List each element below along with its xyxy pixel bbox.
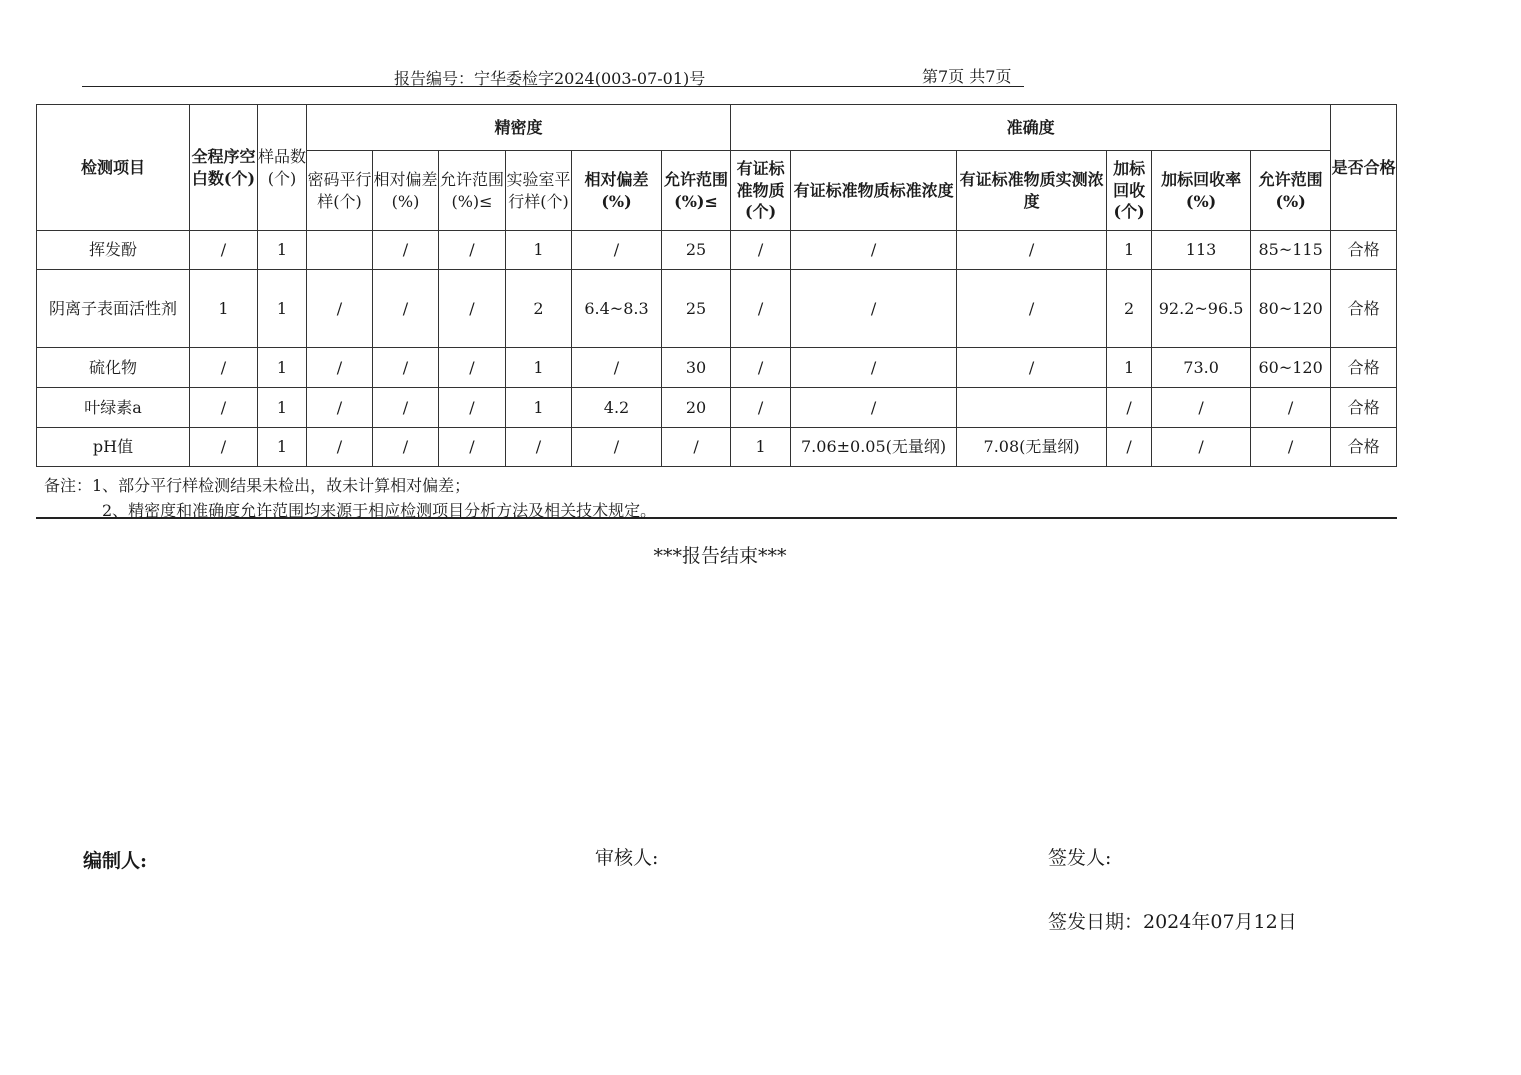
header-sample-count: 样品数(个) xyxy=(258,105,307,231)
table-cell: 合格 xyxy=(1331,231,1397,270)
table-cell: / xyxy=(307,270,373,348)
table-cell: / xyxy=(662,428,731,467)
table-cell: 20 xyxy=(662,388,731,428)
table-cell: / xyxy=(373,348,439,388)
table-cell: / xyxy=(190,348,258,388)
table-cell: / xyxy=(1107,428,1152,467)
header-precision-group: 精密度 xyxy=(307,105,731,151)
header-allowed-range-lab: 允许范围(%)≤ xyxy=(662,151,731,231)
reviewer-label: 审核人: xyxy=(595,847,659,869)
table-cell: 6.4~8.3 xyxy=(572,270,662,348)
table-row xyxy=(37,231,1397,270)
report-number: 报告编号：宁华委检字2024(003-07-01)号 xyxy=(394,69,706,88)
table-cell: 7.06±0.05(无量纲) xyxy=(791,428,957,467)
header-pass: 是否合格 xyxy=(1331,105,1397,231)
header-spike-allowed-range: 允许范围(%) xyxy=(1251,151,1331,231)
table-cell: 113 xyxy=(1152,231,1251,270)
table-cell: / xyxy=(1107,388,1152,428)
table-cell: / xyxy=(439,428,506,467)
row-item-name: 叶绿素a xyxy=(37,388,190,428)
table-body xyxy=(37,231,1397,467)
row-item-name: pH值 xyxy=(37,428,190,467)
table-cell: 60~120 xyxy=(1251,348,1331,388)
issue-date: 签发日期：2024年07月12日 xyxy=(1048,911,1297,933)
header-accuracy-group: 准确度 xyxy=(731,105,1331,151)
table-cell: / xyxy=(307,428,373,467)
header-blank-count: 全程序空白数(个) xyxy=(190,105,258,231)
remark-line-1: 备注：1、部分平行样检测结果未检出，故未计算相对偏差； xyxy=(44,476,471,495)
table-cell: 合格 xyxy=(1331,348,1397,388)
table-cell: / xyxy=(1152,388,1251,428)
table-row xyxy=(37,270,1397,348)
table-cell: 2 xyxy=(506,270,572,348)
table-cell: 合格 xyxy=(1331,428,1397,467)
table-cell: 7.08(无量纲) xyxy=(957,428,1107,467)
header-lab-duplicate: 实验室平行样(个) xyxy=(506,151,572,231)
header-spike-recovery: 加标回收率(%) xyxy=(1152,151,1251,231)
table-cell: 73.0 xyxy=(1152,348,1251,388)
table-cell: / xyxy=(1251,388,1331,428)
table-cell: / xyxy=(373,428,439,467)
table-cell: / xyxy=(791,231,957,270)
table-cell: 1 xyxy=(1107,348,1152,388)
table-cell: 1 xyxy=(258,388,307,428)
table-row xyxy=(37,388,1397,428)
row-item-name: 阴离子表面活性剂 xyxy=(37,270,190,348)
table-cell: 25 xyxy=(662,270,731,348)
table-cell: / xyxy=(1251,428,1331,467)
report-end-mark: ***报告结束*** xyxy=(653,545,787,567)
table-cell: 1 xyxy=(506,348,572,388)
table-cell: / xyxy=(190,231,258,270)
table-cell: / xyxy=(957,270,1107,348)
table-cell: 1 xyxy=(506,388,572,428)
header-crm-measured: 有证标准物质实测浓度 xyxy=(957,151,1107,231)
quality-control-table xyxy=(36,104,1397,467)
table-cell: / xyxy=(791,270,957,348)
row-item-name: 挥发酚 xyxy=(37,231,190,270)
header-row-group xyxy=(37,105,1397,151)
table-cell: / xyxy=(1152,428,1251,467)
page-indicator: 第7页 共7页 xyxy=(922,67,1012,86)
table-row xyxy=(37,428,1397,467)
issuer-label: 签发人: xyxy=(1048,847,1112,869)
table-cell xyxy=(957,388,1107,428)
table-row xyxy=(37,348,1397,388)
table-cell: 合格 xyxy=(1331,388,1397,428)
table-cell: / xyxy=(373,270,439,348)
table-cell xyxy=(307,231,373,270)
table-cell: / xyxy=(190,388,258,428)
header-spike-count: 加标回收(个) xyxy=(1107,151,1152,231)
table-cell: 1 xyxy=(1107,231,1152,270)
table-cell: 1 xyxy=(190,270,258,348)
table-cell: 4.2 xyxy=(572,388,662,428)
table-cell: 合格 xyxy=(1331,270,1397,348)
table-cell: 2 xyxy=(1107,270,1152,348)
table-cell: / xyxy=(572,348,662,388)
table-cell: / xyxy=(957,348,1107,388)
table-cell: 1 xyxy=(258,270,307,348)
compiler-label: 编制人: xyxy=(83,850,148,872)
table-cell: / xyxy=(731,231,791,270)
table-cell: 1 xyxy=(731,428,791,467)
header-relative-deviation-blind: 相对偏差(%) xyxy=(373,151,439,231)
table-cell: 92.2~96.5 xyxy=(1152,270,1251,348)
table-cell: / xyxy=(957,231,1107,270)
table-cell: / xyxy=(307,388,373,428)
table-cell: 80~120 xyxy=(1251,270,1331,348)
table-cell: / xyxy=(791,348,957,388)
table-cell: / xyxy=(731,270,791,348)
report-header xyxy=(82,62,1024,87)
table-cell: / xyxy=(572,428,662,467)
header-crm-standard: 有证标准物质标准浓度 xyxy=(791,151,957,231)
table-cell: / xyxy=(731,348,791,388)
table-cell: / xyxy=(791,388,957,428)
header-allowed-range-blind: 允许范围(%)≤ xyxy=(439,151,506,231)
table-cell: / xyxy=(439,270,506,348)
table-cell: / xyxy=(373,388,439,428)
table-cell: 25 xyxy=(662,231,731,270)
table-cell: / xyxy=(439,348,506,388)
remarks xyxy=(36,470,1397,519)
table-cell: / xyxy=(373,231,439,270)
remark-line-2: 2、精密度和准确度允许范围均来源于相应检测项目分析方法及相关技术规定。 xyxy=(102,501,657,520)
header-crm-count: 有证标准物质(个) xyxy=(731,151,791,231)
header-relative-deviation-lab: 相对偏差(%) xyxy=(572,151,662,231)
header-item: 检测项目 xyxy=(37,105,190,231)
table-cell: / xyxy=(439,231,506,270)
table-cell: / xyxy=(307,348,373,388)
table-cell: 1 xyxy=(258,231,307,270)
table-cell: 85~115 xyxy=(1251,231,1331,270)
table-cell: / xyxy=(190,428,258,467)
table-cell: / xyxy=(506,428,572,467)
table-cell: / xyxy=(731,388,791,428)
table-cell: 1 xyxy=(258,348,307,388)
row-item-name: 硫化物 xyxy=(37,348,190,388)
header-blind-duplicate: 密码平行样(个) xyxy=(307,151,373,231)
table-cell: / xyxy=(572,231,662,270)
table-cell: 1 xyxy=(506,231,572,270)
table-cell: 1 xyxy=(258,428,307,467)
table-cell: / xyxy=(439,388,506,428)
table-cell: 30 xyxy=(662,348,731,388)
